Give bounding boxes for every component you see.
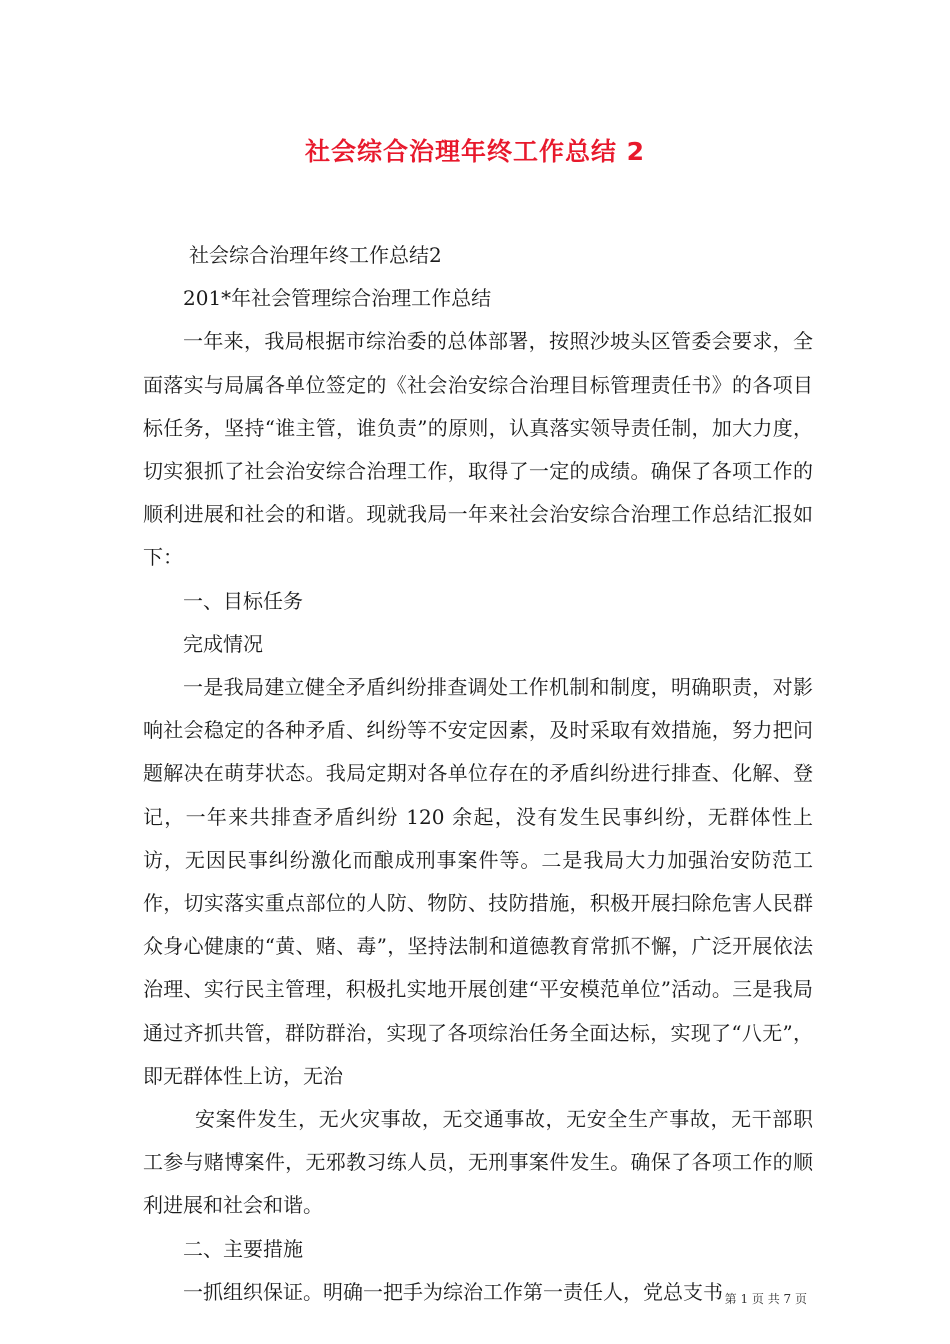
section-subheading-completion: 完成情况 [183,631,263,656]
section-heading-measures: 二、主要措施 [183,1236,303,1261]
paragraph-completion-continued: 安案件发生，无火灾事故，无交通事故，无安全生产事故，无干部职工参与赌博案件，无邪教习练人员，无刑事案件发生。确保了各项工作的顺利进展和社会和谐。 [143,1107,813,1218]
paragraph-report-title: 201*年社会管理综合治理工作总结 [183,286,492,311]
page-title: 社会综合治理年终工作总结 2 [304,137,646,166]
paragraph-measures-first: 一抓组织保证。明确一把手为综治工作第一责任人，党总支书 [183,1279,723,1304]
section-heading-targets: 一、目标任务 [183,588,303,613]
paragraph-doc-subtitle: 社会综合治理年终工作总结2 [189,243,442,267]
paragraph-intro: 一年来，我局根据市综治委的总体部署，按照沙坡头区管委会要求，全面落实与局属各单位签定的《社会治安综合治理目标管理责任书》的各项目标任务，坚持“谁主管，谁负责”的原则，认真落实领导责任制，加大力度，切实狠抓了社会治安综合治理工作，取得了一定的成绩。确保了各项工作的顺利进展和社会的和谐。现就我局一年来社会治安综合治理工作总结汇报如下： [143,329,813,570]
document-body [143,234,813,1314]
paragraph-completion-details: 一是我局建立健全矛盾纠纷排查调处工作机制和制度，明确职责，对影响社会稳定的各种矛盾、纠纷等不安定因素，及时采取有效措施，努力把问题解决在萌芽状态。我局定期对各单位存在的矛盾纠纷进行排查、化解、登记，一年来共排查矛盾纠纷 120 余起，没有发生民事纠纷，无群体性上访，无因民事纠纷激化而酿成刑事案件等。二是我局大力加强治安防范工作，切实落实重点部位的人防、物防、技防措施，积极开展扫除危害人民群众身心健康的“黄、赌、毒”，坚持法制和道德教育常抓不懈，广泛开展依法治理、实行民主管理，积极扎实地开展创建“平安模范单位”活动。三是我局通过齐抓共管，群防群治，实现了各项综治任务全面达标，实现了“八无”，即无群体性上访，无治 [143,675,813,1088]
page-number-footer: 第 1 页 共 7 页 [724,1292,807,1306]
